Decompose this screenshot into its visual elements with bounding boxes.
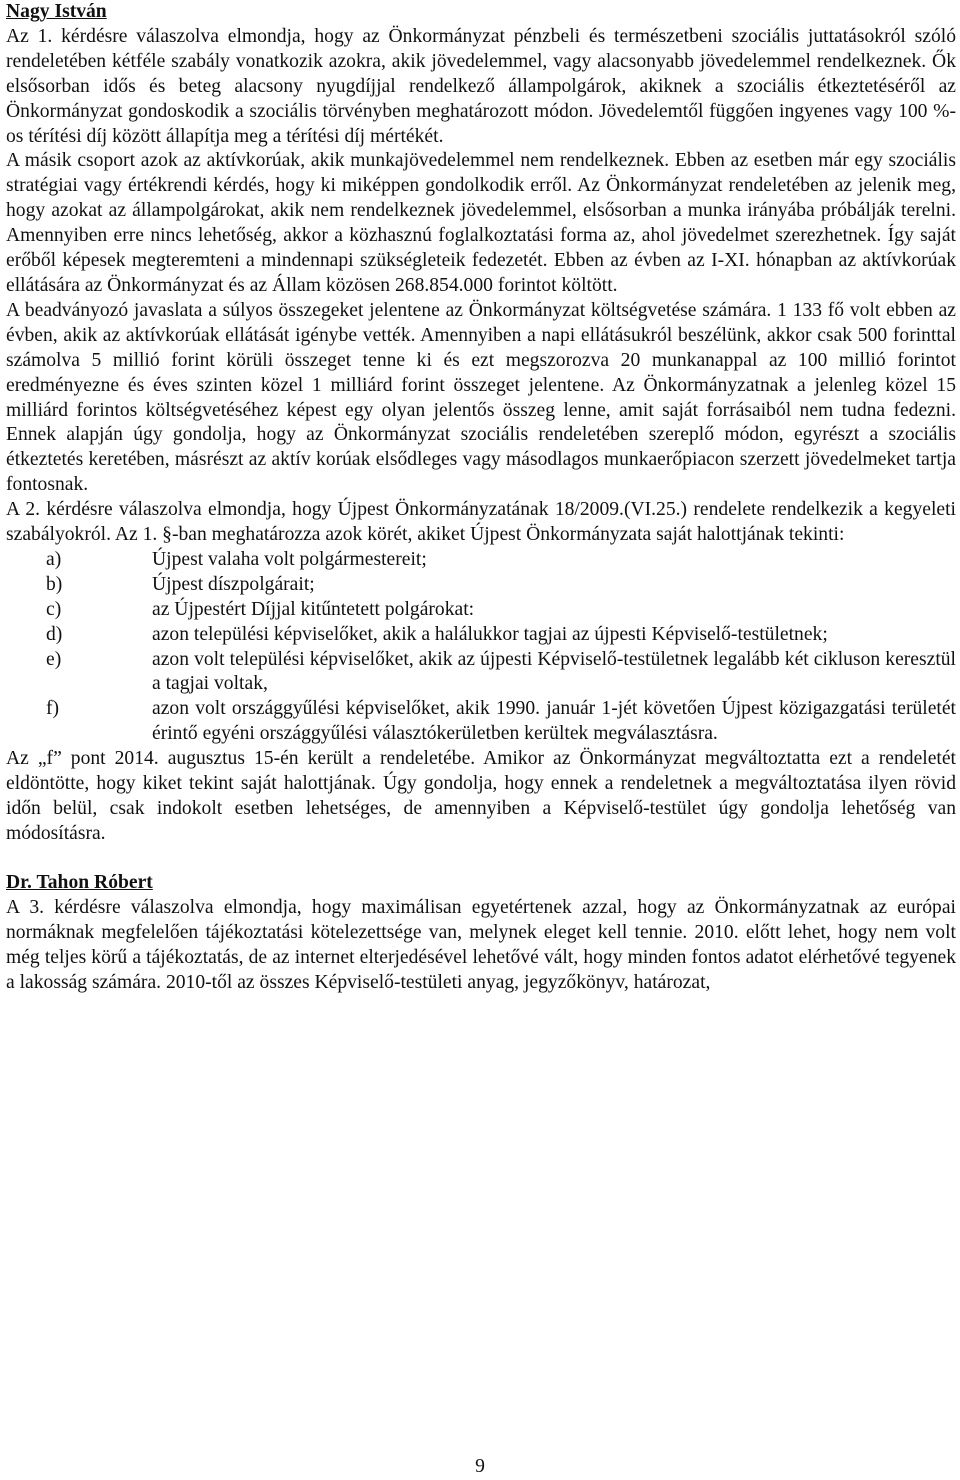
list-marker: c) xyxy=(46,598,62,620)
list-item xyxy=(6,623,956,648)
list-item xyxy=(6,573,956,598)
deceased-categories-list xyxy=(6,548,956,747)
list-item-text: Újpest díszpolgárait; xyxy=(152,573,315,595)
speaker-name: Dr. Tahon Róbert xyxy=(6,872,153,894)
list-item-text: Újpest valaha volt polgármestereit; xyxy=(152,548,427,570)
list-marker: a) xyxy=(46,548,62,570)
paragraph: A 3. kérdésre válaszolva elmondja, hogy maximálisan egyetértenek azzal, hogy az Önkormányzatnak az európai normáknak megfelelően tájékoztatási kötelezettsége van, melynek eleget kell tennie. 2010. előtt lehet, hogy nem volt még teljes körű a tájékoztatás, de az internet elterjedésével lehetővé vált, hogy minden fontos adatot elérhetővé tegyenek a lakosság számára. 2010-től az összes Képviselő-testületi anyag, jegyzőkönyv, határozat, xyxy=(6,897,956,993)
list-marker: e) xyxy=(46,648,62,670)
paragraph: Az „f” pont 2014. augusztus 15-én került a rendeletébe. Amikor az Önkormányzat megváltoztatta ezt a rendeletét eldöntötte, hogy kiket tekint saját halottjának. Úgy gondolja, hogy ennek a rendeletnek a megváltoztatása ilyen rövid időn belül, csak indokolt esetben lehetséges, de amennyiben a Képviselő-testület úgy gondolja lehetőség van módosításra. xyxy=(6,748,956,844)
list-item-text: azon volt települési képviselőket, akik az újpesti Képviselő-testületnek legalább két cikluson keresztül a tagjai voltak, xyxy=(152,648,956,695)
paragraph: A 2. kérdésre válaszolva elmondja, hogy Újpest Önkormányzatának 18/2009.(VI.25.) rendelete rendelkezik a kegyeleti szabályokról. Az 1. §-ban meghatározza azok körét, akiket Újpest Önkormányzata saját halottjának tekinti: xyxy=(6,499,956,546)
paragraph: A beadványozó javaslata a súlyos összegeket jelentene az Önkormányzat költségvetése számára. 1 133 fő volt ebben az évben, akik az aktívkorúak ellátását igénybe vették. Amennyiben a napi ellátásukról beszélünk, akkor csak 500 forinttal számolva 5 millió forint körüli összeget tenne ki és ezt megszorozva 20 munkanappal az 100 millió forintot eredményezne és éves szinten közel 1 milliárd forint összeget jelentene. Az Önkormányzatnak a jelenleg közel 15 milliárd forintos költségvetéséhez képest egy olyan jelentős összeg lenne, amit saját forrásaiból nem tudna fedezni. Ennek alapján úgy gondolja, hogy az Önkormányzat szociális rendeletében szereplő módon, egyrészt a szociális étkeztetés keretében, másrészt az aktív korúak elsődleges vagy másodlagos munkaerőpiacon szerzett jövedelmeket tartja fontosnak. xyxy=(6,299,956,496)
list-marker: f) xyxy=(46,698,60,720)
speaker-name: Nagy István xyxy=(6,1,107,22)
list-item xyxy=(6,598,956,623)
list-marker: b) xyxy=(46,573,63,595)
page-number: 9 xyxy=(475,1456,485,1477)
paragraph-spacer xyxy=(6,847,956,872)
list-item xyxy=(6,548,956,573)
document-page xyxy=(6,0,956,996)
list-item-text: az Újpestért Díjjal kitűntetett polgárokat: xyxy=(152,598,475,620)
list-item xyxy=(6,648,956,698)
list-marker: d) xyxy=(46,623,63,645)
list-item xyxy=(6,697,956,747)
list-item-text: azon volt országgyűlési képviselőket, akik 1990. január 1-jét követően Újpest közigazgatási területét érintő egyéni országgyűlési választókerületben kerültek megválasztásra. xyxy=(152,698,956,745)
list-item-text: azon települési képviselőket, akik a halálukkor tagjai az újpesti Képviselő-testületnek; xyxy=(152,623,828,645)
paragraph: A másik csoport azok az aktívkorúak, akik munkajövedelemmel nem rendelkeznek. Ebben az esetben már egy szociális stratégiai vagy értékrendi kérdés, hogy ki miképpen gondolkodik erről. Az Önkormányzat rendeletében az jelenik meg, hogy azokat az állampolgárokat, akik nem rendelkeznek jövedelemmel, elsősorban a munka irányába próbálják terelni. Amennyiben erre nincs lehetőség, akkor a közhasznú foglalkoztatási forma az, ahol jövedelmet szerezhetnek. Így saját erőből képesek megteremteni a mindennapi szükségleteik fedezetét. Ebben az évben az I-XI. hónapban az aktívkorúak ellátására az Önkormányzat és az Állam közösen 268.854.000 forintot költött. xyxy=(6,150,956,296)
paragraph: Az 1. kérdésre válaszolva elmondja, hogy az Önkormányzat pénzbeli és természetbeni szociális juttatásokról szóló rendeletében kétféle szabály vonatkozik azokra, akik jövedelemmel, vagy alacsonyabb jövedelemmel rendelkeznek. Ők elsősorban idős és beteg alacsony nyugdíjjal rendelkező állampolgárok, akiknek a szociális étkeztetéséről az Önkormányzat gondoskodik a szociális törvényben meghatározott módon. Jövedelemtől függően ingyenes vagy 100 %-os térítési díj között állapítja meg a térítési díj mértékét. xyxy=(6,25,956,147)
